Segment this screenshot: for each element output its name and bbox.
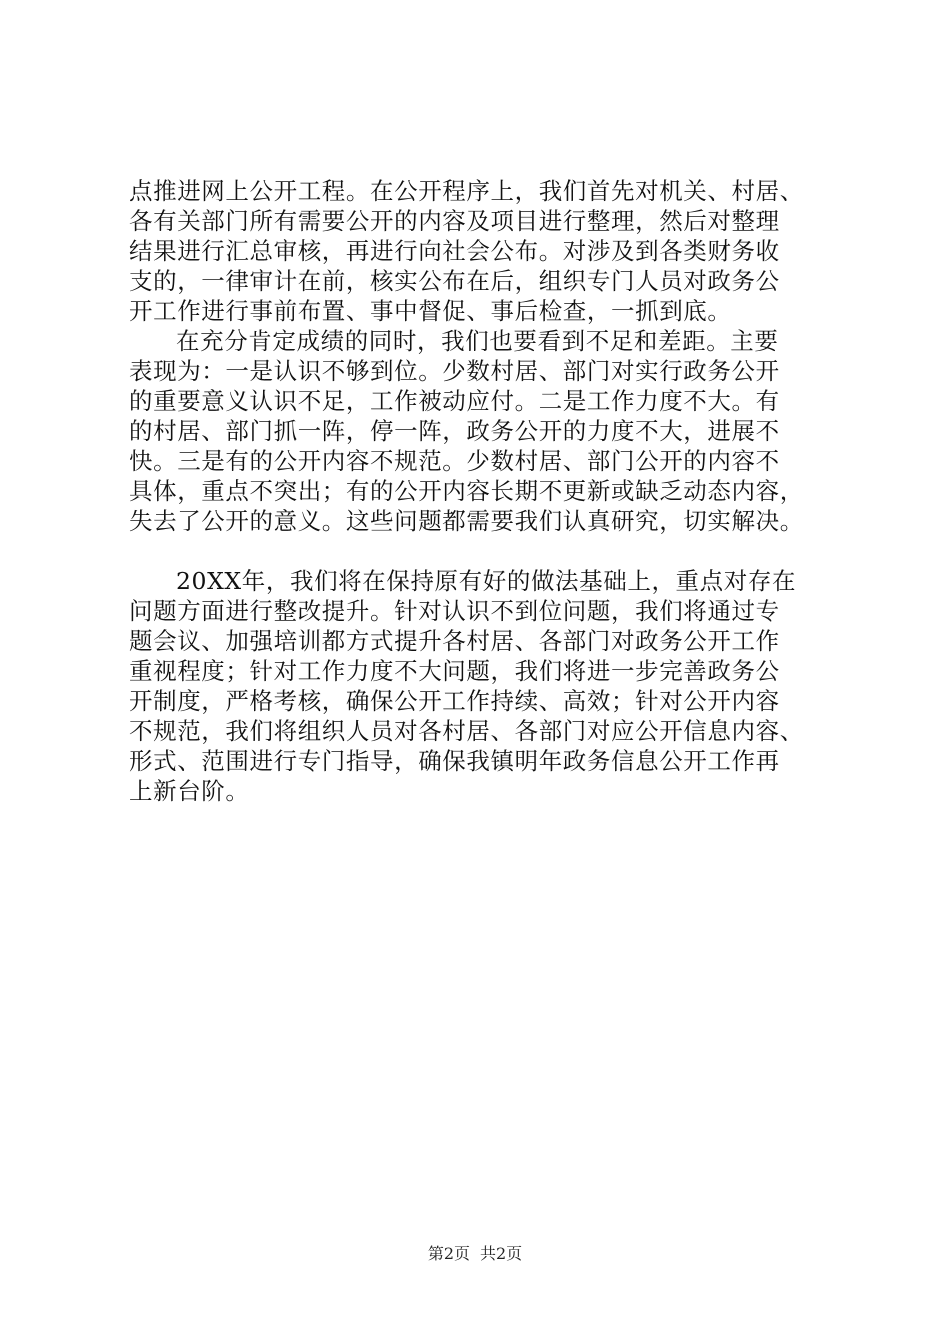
text-line: 开制度，严格考核，确保公开工作持续、高效；针对公开内容: [129, 687, 780, 715]
text-line: 表现为：一是认识不够到位。少数村居、部门对实行政务公开: [129, 357, 780, 385]
paragraph-2: [129, 326, 849, 536]
page-footer: [0, 1244, 950, 1264]
text-line: 在充分肯定成绩的同时，我们也要看到不足和差距。主要: [176, 327, 779, 355]
text-line: 具体，重点不突出；有的公开内容长期不更新或缺乏动态内容，: [129, 477, 804, 505]
text-line: 的村居、部门抓一阵，停一阵，政务公开的力度不大，进展不: [129, 417, 780, 445]
text-line: 结果进行汇总审核，再进行向社会公布。对涉及到各类财务收: [129, 237, 780, 265]
text-line: 题会议、加强培训都方式提升各村居、各部门对政务公开工作: [129, 627, 780, 655]
page-number: 第2页: [427, 1244, 470, 1263]
text-line: 各有关部门所有需要公开的内容及项目进行整理，然后对整理: [129, 207, 780, 235]
paragraph-1: [129, 176, 849, 326]
text-line: 20XX年，我们将在保持原有好的做法基础上，重点对存在: [176, 567, 797, 595]
text-line: 上新台阶。: [129, 777, 250, 805]
page-total: 共2页: [480, 1244, 523, 1263]
text-line: 不规范，我们将组织人员对各村居、各部门对应公开信息内容、: [129, 717, 804, 745]
text-line: 点推进网上公开工程。在公开程序上，我们首先对机关、村居、: [129, 177, 804, 205]
text-line: 问题方面进行整改提升。针对认识不到位问题，我们将通过专: [129, 597, 780, 625]
text-line: 开工作进行事前布置、事中督促、事后检查，一抓到底。: [129, 297, 732, 325]
paragraph-spacer: [129, 536, 849, 566]
paragraph-3: [129, 566, 849, 806]
text-line: 重视程度；针对工作力度不大问题，我们将进一步完善政务公: [129, 657, 780, 685]
text-line: 形式、范围进行专门指导，确保我镇明年政务信息公开工作再: [129, 747, 780, 775]
text-line: 支的，一律审计在前，核实公布在后，组织专门人员对政务公: [129, 267, 780, 295]
document-body: [129, 176, 849, 806]
text-line: 失去了公开的意义。这些问题都需要我们认真研究，切实解决。: [129, 507, 804, 535]
text-line: 快。三是有的公开内容不规范。少数村居、部门公开的内容不: [129, 447, 780, 475]
text-line: 的重要意义认识不足，工作被动应付。二是工作力度不大。有: [129, 387, 780, 415]
